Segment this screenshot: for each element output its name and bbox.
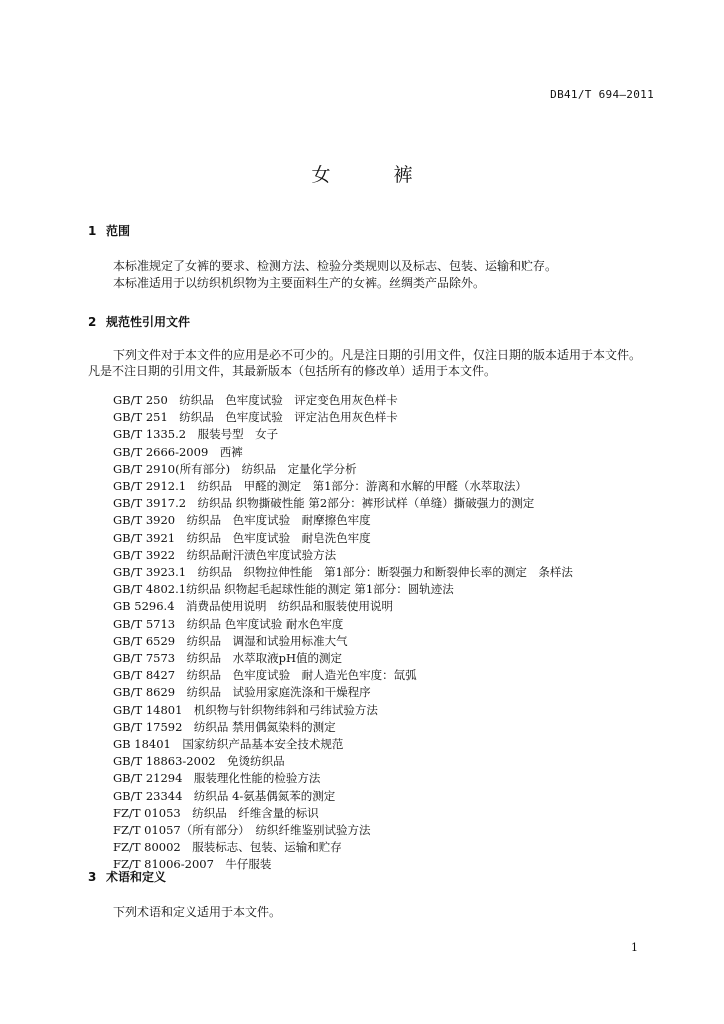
section-1-number: 1 xyxy=(88,224,97,238)
reference-item: GB/T 2910(所有部分) 纺织品 定量化学分析 xyxy=(113,461,357,476)
reference-item: GB/T 3920 纺织品 色牢度试验 耐摩擦色牢度 xyxy=(113,513,371,528)
section-2-title: 规范性引用文件 xyxy=(106,315,191,329)
reference-item: GB/T 1335.2 服装号型 女子 xyxy=(113,427,279,442)
reference-item: GB/T 250 纺织品 色牢度试验 评定变色用灰色样卡 xyxy=(113,393,398,407)
section-2-heading xyxy=(88,313,190,330)
reference-item: GB/T 2912.1 纺织品 甲醛的测定 第1部分：游离和水解的甲醛（水萃取法） xyxy=(113,479,527,494)
reference-item: GB/T 8629 纺织品 试验用家庭洗涤和干燥程序 xyxy=(113,685,371,700)
section-2-intro-line-2: 凡是不注日期的引用文件，其最新版本（包括所有的修改单）适用于本文件。 xyxy=(88,364,497,378)
document-code: DB41/T 694—2011 xyxy=(550,88,654,101)
section-1-heading xyxy=(88,222,130,239)
page-number: 1 xyxy=(631,941,638,954)
reference-item: GB/T 5713 纺织品 色牢度试验 耐水色牢度 xyxy=(113,616,344,631)
reference-item: GB/T 251 纺织品 色牢度试验 评定沾色用灰色样卡 xyxy=(113,410,398,425)
reference-item: GB/T 6529 纺织品 调湿和试验用标准大气 xyxy=(113,633,348,648)
reference-item: GB 5296.4 消费品使用说明 纺织品和服装使用说明 xyxy=(113,599,394,614)
reference-item: GB/T 3917.2 纺织品 织物撕破性能 第2部分：裤形试样（单缝）撕破强力的测定 xyxy=(113,496,535,511)
section-3-title: 术语和定义 xyxy=(106,870,167,884)
reference-item: GB/T 3923.1 纺织品 织物拉伸性能 第1部分：断裂强力和断裂伸长率的测定 条样法 xyxy=(113,565,573,580)
reference-item: FZ/T 01053 纺织品 纤维含量的标识 xyxy=(113,805,319,820)
reference-item: GB/T 7573 纺织品 水萃取液pH值的测定 xyxy=(113,651,342,666)
section-1-paragraph-2: 本标准适用于以纺织机织物为主要面料生产的女裤。丝绸类产品除外。 xyxy=(113,276,486,290)
reference-item: GB/T 21294 服装理化性能的检验方法 xyxy=(113,771,321,786)
section-2-intro-line-1: 下列文件对于本文件的应用是必不可少的。凡是注日期的引用文件，仅注日期的版本适用于本文件。 xyxy=(113,348,642,362)
normative-references-list xyxy=(113,392,573,874)
section-1-title: 范围 xyxy=(106,224,131,238)
section-3-heading xyxy=(88,868,166,885)
page-title: 女 裤 xyxy=(311,164,435,186)
section-2-number: 2 xyxy=(88,315,97,329)
reference-item: FZ/T 80002 服装标志、包装、运输和贮存 xyxy=(113,840,342,855)
reference-item: GB 18401 国家纺织产品基本安全技术规范 xyxy=(113,737,344,752)
section-1-paragraph-1: 本标准规定了女裤的要求、检测方法、检验分类规则以及标志、包装、运输和贮存。 xyxy=(113,259,558,273)
section-3-number: 3 xyxy=(88,870,97,884)
reference-item: GB/T 23344 纺织品 4-氨基偶氮苯的测定 xyxy=(113,788,336,803)
reference-item: GB/T 18863-2002 免烫纺织品 xyxy=(113,754,285,769)
reference-item: GB/T 17592 纺织品 禁用偶氮染料的测定 xyxy=(113,719,336,734)
reference-item: GB/T 8427 纺织品 色牢度试验 耐人造光色牢度：氙弧 xyxy=(113,668,417,683)
reference-item: GB/T 14801 机织物与针织物纬斜和弓纬试验方法 xyxy=(113,702,378,717)
reference-item: FZ/T 01057（所有部分） 纺织纤维鉴别试验方法 xyxy=(113,823,371,838)
reference-item: GB/T 4802.1纺织品 织物起毛起球性能的测定 第1部分：圆轨迹法 xyxy=(113,582,454,597)
reference-item: FZ/T 81006-2007 牛仔服装 xyxy=(113,857,272,872)
reference-item: GB/T 3922 纺织品耐汗渍色牢度试验方法 xyxy=(113,547,337,562)
reference-item: GB/T 2666-2009 西裤 xyxy=(113,444,243,459)
section-3-paragraph: 下列术语和定义适用于本文件。 xyxy=(113,905,282,919)
reference-item: GB/T 3921 纺织品 色牢度试验 耐皂洗色牢度 xyxy=(113,530,371,545)
